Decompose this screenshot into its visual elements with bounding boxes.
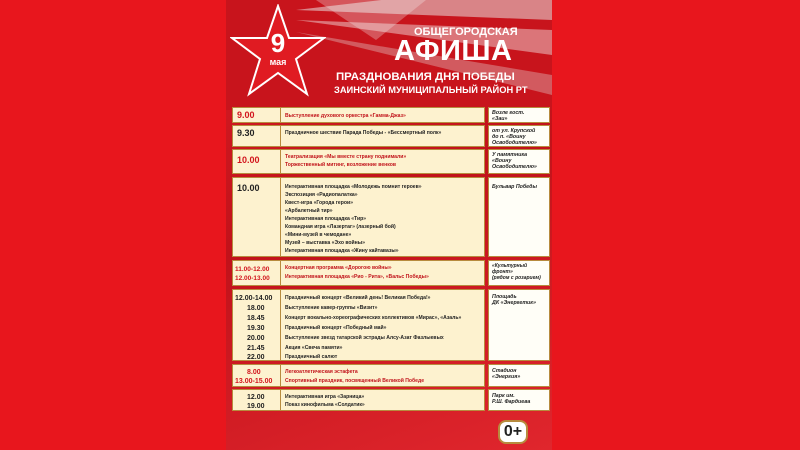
event: Праздничный концерт «Победный май» — [285, 325, 387, 331]
time: 21.45 — [247, 345, 265, 352]
time: 11.00-12.00 — [235, 266, 270, 273]
time: 9.00 — [237, 110, 255, 120]
event-poster — [226, 0, 552, 450]
schedule-row — [232, 389, 552, 411]
schedule-row — [232, 149, 552, 174]
place-cell — [488, 125, 550, 147]
event-cell — [281, 389, 485, 411]
event: Концертная программа «Дорогою войны» — [285, 265, 392, 271]
event-cell — [281, 260, 485, 286]
event: Спортивный праздник, посвященный Великой Победе — [285, 378, 425, 384]
time: 12.00 — [247, 394, 265, 401]
event: Праздничный концерт «Великий день! Великая Победа!» — [285, 295, 431, 301]
place-cell — [488, 260, 550, 286]
event-cell — [281, 125, 485, 147]
event: Командная игра «Лазертаг» (лазерный бой) — [285, 224, 396, 230]
event: Интерактивная игра «Зарница» — [285, 394, 365, 400]
event: Выступление кавер-группы «Визит» — [285, 305, 378, 311]
place: Площадь ДК «Энергетик» — [492, 294, 536, 307]
time-cell — [232, 177, 281, 257]
place-cell — [488, 364, 550, 387]
time: 8.00 — [247, 369, 261, 376]
event: «Арбалетный тир» — [285, 208, 333, 214]
schedule-row — [232, 125, 552, 147]
event: Праздничный салют — [285, 354, 338, 360]
event: Музей – выставка «Эхо войны» — [285, 240, 365, 246]
time-cell — [232, 260, 281, 286]
time: 10.00 — [237, 155, 260, 165]
page-title: АФИША — [394, 35, 513, 67]
time: 19.30 — [247, 325, 265, 332]
event: Интерактивная площадка «Рио - Рита», «Вальс Победы» — [285, 274, 429, 280]
event: Концерт вокально-хореографических коллективов «Мирас», «Азаль» — [285, 315, 462, 321]
time: 20.00 — [247, 335, 265, 342]
date-day: 9 — [270, 28, 286, 58]
header-subtitle: ПРАЗДНОВАНИЯ ДНЯ ПОБЕДЫ — [336, 71, 515, 83]
place-cell — [488, 289, 550, 361]
event: Интерактивная площадка «Жину кайтавазы» — [285, 248, 399, 254]
event: Экспозиция «Радиопалатка» — [285, 192, 358, 198]
time: 22.00 — [247, 354, 265, 361]
event: Торжественный митинг, возложение венков — [285, 162, 396, 168]
time: 10.00 — [237, 183, 260, 193]
place-cell — [488, 107, 550, 123]
event: Квест-игра «Города герои» — [285, 200, 353, 206]
time-cell — [232, 125, 281, 147]
time: 13.00-15.00 — [235, 378, 273, 385]
date-month: мая — [269, 57, 287, 67]
time: 12.00-14.00 — [235, 295, 273, 302]
event: Выступление звезд татарской эстрады Алсу-Азат Фазлыевых — [285, 335, 444, 341]
header-pretitle: ОБЩЕГОРОДСКАЯ — [414, 26, 518, 38]
schedule-row — [232, 260, 552, 286]
event: Театрализация «Мы вместе страну поднимали» — [285, 154, 407, 160]
date-star — [230, 4, 326, 98]
time: 12.00-13.00 — [235, 275, 270, 282]
time: 19.00 — [247, 403, 265, 410]
place-cell — [488, 149, 550, 174]
event: Показ кинофильма «Солдатик» — [285, 402, 365, 408]
place-cell — [488, 389, 550, 411]
event: Легкоатлетическая эстафета — [285, 369, 358, 375]
event: Выступление духового оркестра «Гамма-Джаз» — [285, 113, 406, 119]
time-cell — [232, 389, 281, 411]
place: Возле гост. «Заи» — [492, 110, 525, 123]
time: 18.45 — [247, 315, 265, 322]
schedule-row — [232, 364, 552, 387]
age-rating-badge: 0+ — [498, 420, 528, 444]
place: «Культурный фронт» (рядом с розарием) — [492, 263, 541, 282]
event-cell — [281, 177, 485, 257]
event: Интерактивная площадка «Молодежь помнит героев» — [285, 184, 422, 190]
event: Интерактивная площадка «Тир» — [285, 216, 367, 222]
place: от ул. Крупской до п. «Воину Освободителю» — [492, 128, 537, 147]
place: Парк им. Р.Ш. Фардиева — [492, 393, 531, 406]
event-cell — [281, 107, 485, 123]
place: Бульвар Победы — [492, 184, 537, 190]
place: У памятника «Воину Освободителю» — [492, 152, 537, 171]
time: 18.00 — [247, 305, 265, 312]
time-cell — [232, 149, 281, 174]
schedule-row — [232, 289, 552, 361]
place-cell — [488, 177, 550, 257]
event-cell — [281, 149, 485, 174]
time-cell — [232, 107, 281, 123]
event-cell — [281, 364, 485, 387]
place: Стадион «Энергия» — [492, 368, 521, 381]
event: Акция «Свеча памяти» — [285, 345, 343, 351]
event-cell — [281, 289, 485, 361]
event: Праздничное шествие Парада Победы - «Бессмертный полк» — [285, 130, 442, 136]
time: 9.30 — [237, 128, 255, 138]
event: «Мини-музей в чемодане» — [285, 232, 352, 238]
time-cell — [232, 364, 281, 387]
schedule-row — [232, 177, 552, 257]
header-region: ЗАИНСКИЙ МУНИЦИПАЛЬНЫЙ РАЙОН РТ — [334, 85, 528, 95]
schedule-row — [232, 107, 552, 123]
time-cell — [232, 289, 281, 361]
